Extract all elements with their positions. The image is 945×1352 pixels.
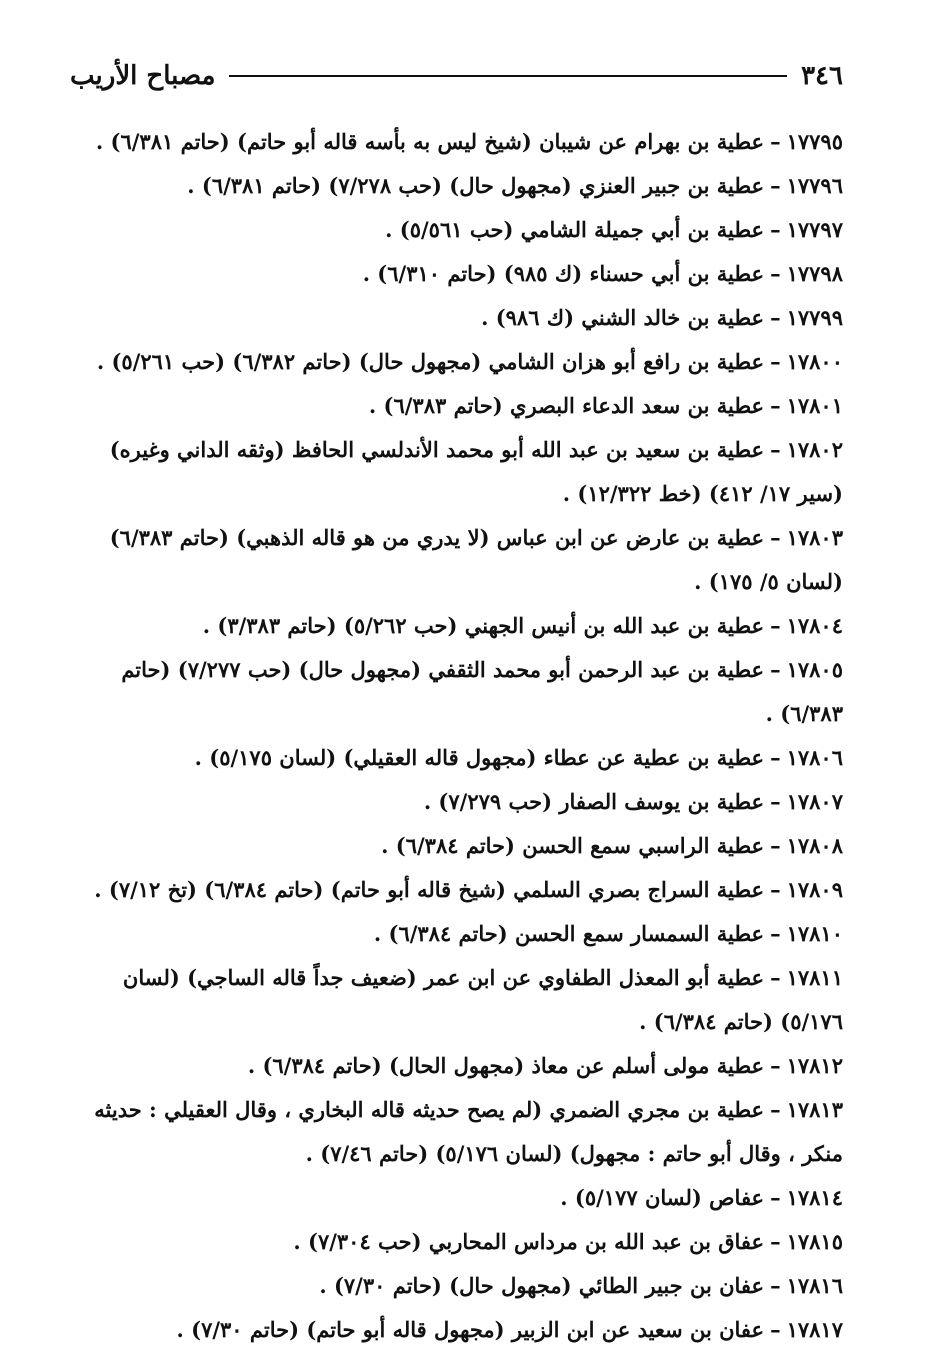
entry-number: ١٧٨١٣ — [786, 1097, 843, 1122]
entry-text: عطية السراج بصري السلمي (شيخ قاله أبو حاتم) (حاتم ٦/٣٨٤) (تخ ٧/١٢) . — [94, 877, 765, 902]
entry-number: ١٧٨١٧ — [786, 1317, 843, 1342]
entry-text: عطية بن سعد الدعاء البصري (حاتم ٦/٣٨٣) . — [368, 393, 765, 418]
entry: ١٧٧٩٦–عطية بن جبير العنزي (مجهول حال) (حب ٧/٢٧٨) (حاتم ٦/٣٨١) . — [187, 173, 843, 198]
entry: ١٧٨٠٩–عطية السراج بصري السلمي (شيخ قاله أبو حاتم) (حاتم ٦/٣٨٤) (تخ ٧/١٢) . — [94, 877, 843, 902]
entry: ١٧٨١١–عطية أبو المعذل الطفاوي عن ابن عمر (ضعيف جداً قاله الساجي) (لسان ٥/١٧٦) (حاتم ٦/٣٨٤) . — [122, 965, 843, 1034]
entry-number: ١٧٨١٢ — [786, 1053, 843, 1078]
entry-number: ١٧٨١١ — [786, 965, 843, 990]
entry: ١٧٨١٠–عطية السمسار سمع الحسن (حاتم ٦/٣٨٤) . — [373, 921, 843, 946]
entry-number: ١٧٨١٤ — [786, 1185, 843, 1210]
entry-number: ١٧٨٠٢ — [786, 437, 843, 462]
page-header — [70, 56, 843, 96]
entry: ١٧٨١٥–عفاق بن عبد الله بن مرداس المحاربي (حب ٧/٣٠٤) . — [293, 1229, 843, 1254]
entry-text: عطية بن أبي حسناء (ك ٩٨٥) (حاتم ٦/٣١٠) . — [362, 261, 765, 286]
entry-text: عطية بن أبي جميلة الشامي (حب ٥/٥٦١) . — [385, 217, 765, 242]
entry: ١٧٨٠٣–عطية بن عارض عن ابن عباس (لا يدري من هو قاله الذهبي) (حاتم ٦/٣٨٣) (لسان ٥/ ١٧٥) . — [109, 525, 843, 594]
entry-number: ١٧٧٩٩ — [786, 305, 843, 330]
header-rule — [229, 75, 787, 77]
entry-number: ١٧٧٩٥ — [786, 129, 843, 154]
entry-number: ١٧٨٠٥ — [786, 657, 843, 682]
entry: ١٧٨٠٥–عطية بن عبد الرحمن أبو محمد الثقفي (مجهول حال) (حب ٧/٢٧٧) (حاتم ٦/٣٨٣) . — [121, 657, 843, 726]
entry-text: عطية بن عبد الله بن أنيس الجهني (حب ٥/٢٦٢) (حاتم ٣/٣٨٣) . — [202, 613, 765, 638]
entry-text: عطية مولى أسلم عن معاذ (مجهول الحال) (حاتم ٦/٣٨٤) . — [247, 1053, 765, 1078]
entry: ١٧٨٠٦–عطية بن عطية عن عطاء (مجهول قاله العقيلي) (لسان ٥/١٧٥) . — [194, 745, 843, 770]
entry: ١٧٨٠٤–عطية بن عبد الله بن أنيس الجهني (حب ٥/٢٦٢) (حاتم ٣/٣٨٣) . — [202, 613, 843, 638]
entry: ١٧٨٠٨–عطية الراسبي سمع الحسن (حاتم ٦/٣٨٤) . — [381, 833, 843, 858]
entries-list — [73, 120, 843, 1352]
entry: ١٧٧٩٨–عطية بن أبي حسناء (ك ٩٨٥) (حاتم ٦/٣١٠) . — [362, 261, 843, 286]
entry-text: عطية بن مجري الضمري (لم يصح حديثه قاله البخاري ، وقال العقيلي : حديثه منكر ، وقال أبو حاتم : مجهول) (لسان ٥/١٧٦) (حاتم ٧/٤٦) . — [94, 1097, 843, 1166]
entry-text: عفان بن جبير الطائي (مجهول حال) (حاتم ٧/٣٠) . — [319, 1273, 765, 1298]
entry-text: عطية بن عبد الرحمن أبو محمد الثقفي (مجهول حال) (حب ٧/٢٧٧) (حاتم ٦/٣٨٣) . — [121, 657, 843, 726]
entry-number: ١٧٨١٠ — [786, 921, 843, 946]
entry-number: ١٧٨٠٧ — [786, 789, 843, 814]
entry: ١٧٨١٣–عطية بن مجري الضمري (لم يصح حديثه قاله البخاري ، وقال العقيلي : حديثه منكر ، وقال أبو حاتم : مجهول) (لسان ٥/١٧٦) (حاتم ٧/٤٦) . — [94, 1097, 843, 1166]
entry: ١٧٨٠٧–عطية بن يوسف الصفار (حب ٧/٢٧٩) . — [423, 789, 843, 814]
entry: ١٧٧٩٧–عطية بن أبي جميلة الشامي (حب ٥/٥٦١) . — [385, 217, 843, 242]
entry-text: عفاق بن عبد الله بن مرداس المحاربي (حب ٧/٣٠٤) . — [293, 1229, 765, 1254]
entry: ١٧٨١٦–عفان بن جبير الطائي (مجهول حال) (حاتم ٧/٣٠) . — [319, 1273, 843, 1298]
entry-number: ١٧٨٠٨ — [786, 833, 843, 858]
entry-text: عطية بن خالد الشني (ك ٩٨٦) . — [481, 305, 765, 330]
entry-text: عفاص (لسان ٥/١٧٧) . — [560, 1185, 765, 1210]
entry-number: ١٧٧٩٧ — [786, 217, 843, 242]
entry-number: ١٧٨٠٦ — [786, 745, 843, 770]
entry-text: عفان بن سعيد عن ابن الزبير (مجهول قاله أبو حاتم) (حاتم ٧/٣٠) . — [176, 1317, 765, 1342]
entry-text: عطية السمسار سمع الحسن (حاتم ٦/٣٨٤) . — [373, 921, 765, 946]
entry-text: عطية بن سعيد بن عبد الله أبو محمد الأندلسي الحافظ (وثقه الداني وغيره) (سير ١٧/ ٤١٢) (خط ١٢/٣٢٢) . — [109, 437, 843, 506]
entry-number: ١٧٨٠٣ — [786, 525, 843, 550]
entry: ١٧٨٠٠–عطية بن رافع أبو هزان الشامي (مجهول حال) (حاتم ٦/٣٨٢) (حب ٥/٢٦١) . — [96, 349, 843, 374]
entry: ١٧٧٩٥–عطية بن بهرام عن شيبان (شيخ ليس به بأسه قاله أبو حاتم) (حاتم ٦/٣٨١) . — [95, 129, 843, 154]
book-title: مصباح الأريب — [70, 61, 216, 91]
entry-text: عطية أبو المعذل الطفاوي عن ابن عمر (ضعيف جداً قاله الساجي) (لسان ٥/١٧٦) (حاتم ٦/٣٨٤) . — [122, 965, 843, 1034]
entry-number: ١٧٨٠١ — [786, 393, 843, 418]
entry-number: ١٧٨٠٠ — [786, 349, 843, 374]
entry-text: عطية بن بهرام عن شيبان (شيخ ليس به بأسه قاله أبو حاتم) (حاتم ٦/٣٨١) . — [95, 129, 765, 154]
entry-text: عطية بن عارض عن ابن عباس (لا يدري من هو قاله الذهبي) (حاتم ٦/٣٨٣) (لسان ٥/ ١٧٥) . — [109, 525, 843, 594]
entry-text: عطية الراسبي سمع الحسن (حاتم ٦/٣٨٤) . — [381, 833, 765, 858]
entry-number: ١٧٨١٦ — [786, 1273, 843, 1298]
entry-text: عطية بن جبير العنزي (مجهول حال) (حب ٧/٢٧٨) (حاتم ٦/٣٨١) . — [187, 173, 765, 198]
entry: ١٧٧٩٩–عطية بن خالد الشني (ك ٩٨٦) . — [481, 305, 843, 330]
entry-number: ١٧٧٩٨ — [786, 261, 843, 286]
entry-number: ١٧٨١٥ — [786, 1229, 843, 1254]
entry-number: ١٧٨٠٩ — [786, 877, 843, 902]
entry: ١٧٨١٤–عفاص (لسان ٥/١٧٧) . — [560, 1185, 843, 1210]
entry-text: عطية بن يوسف الصفار (حب ٧/٢٧٩) . — [423, 789, 765, 814]
entry-text: عطية بن رافع أبو هزان الشامي (مجهول حال) (حاتم ٦/٣٨٢) (حب ٥/٢٦١) . — [96, 349, 765, 374]
entry-number: ١٧٨٠٤ — [786, 613, 843, 638]
page-number: ٣٤٦ — [801, 61, 843, 91]
entry-number: ١٧٧٩٦ — [786, 173, 843, 198]
entry: ١٧٨٠١–عطية بن سعد الدعاء البصري (حاتم ٦/٣٨٣) . — [368, 393, 843, 418]
entry: ١٧٨٠٢–عطية بن سعيد بن عبد الله أبو محمد الأندلسي الحافظ (وثقه الداني وغيره) (سير ١٧/ ٤١٢) (خط ١٢/٣٢٢) . — [109, 437, 843, 506]
entry: ١٧٨١٧–عفان بن سعيد عن ابن الزبير (مجهول قاله أبو حاتم) (حاتم ٧/٣٠) . — [176, 1317, 843, 1342]
entry-text: عطية بن عطية عن عطاء (مجهول قاله العقيلي) (لسان ٥/١٧٥) . — [194, 745, 765, 770]
entry: ١٧٨١٢–عطية مولى أسلم عن معاذ (مجهول الحال) (حاتم ٦/٣٨٤) . — [247, 1053, 843, 1078]
